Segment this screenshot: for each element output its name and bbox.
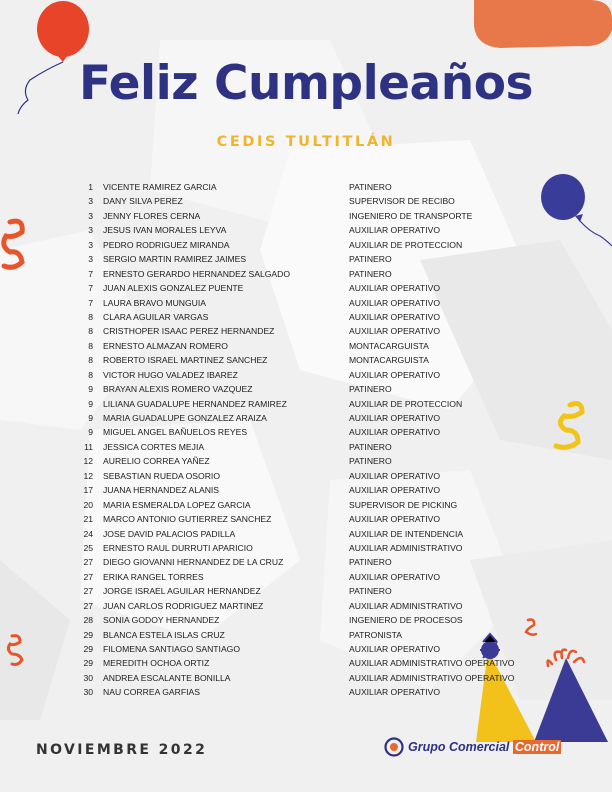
employee-role: AUXILIAR OPERATIVO [349, 369, 441, 380]
birthday-list [82, 180, 515, 700]
employee-name: SERGIO MARTIN RAMIREZ JAIMES [103, 254, 247, 265]
employee-name: VICENTE RAMIREZ GARCIA [103, 182, 217, 192]
logo-icon [384, 737, 404, 757]
list-item [82, 512, 502, 526]
employee-name: MIGUEL ANGEL BAÑUELOS REYES [103, 427, 248, 438]
employee-role: INGENIERO DE PROCESOS [349, 615, 463, 626]
employee-role: SUPERVISOR DE RECIBO [349, 196, 455, 207]
page-title: Feliz Cumpleaños [78, 56, 533, 111]
birthday-day: 25 [83, 542, 93, 553]
list-item [82, 353, 502, 367]
employee-name: ROBERTO ISRAEL MARTINEZ SANCHEZ [103, 355, 268, 366]
birthday-day: 9 [88, 427, 93, 438]
employee-name: ERNESTO GERARDO HERNANDEZ SALGADO [103, 268, 291, 279]
red-confetti-decoration [8, 636, 22, 665]
birthday-day: 9 [88, 398, 93, 409]
list-item [82, 310, 502, 324]
list-item [82, 440, 502, 454]
list-item [82, 584, 502, 598]
employee-role: MONTACARGUISTA [349, 340, 429, 351]
employee-role: AUXILIAR OPERATIVO [349, 470, 441, 481]
list-item [82, 267, 502, 281]
employee-name: SEBASTIAN RUEDA OSORIO [103, 470, 220, 481]
birthday-day: 24 [83, 528, 93, 539]
list-item [82, 454, 502, 468]
employee-role: PATINERO [349, 254, 392, 265]
month-label: NOVIEMBRE 2022 [36, 742, 208, 758]
list-item [82, 527, 502, 541]
employee-role: AUXILIAR OPERATIVO [349, 326, 441, 337]
employee-role: AUXILIAR OPERATIVO [349, 283, 441, 294]
list-item [82, 252, 502, 266]
list-item [82, 238, 502, 252]
employee-role: AUXILIAR DE PROTECCION [349, 239, 463, 250]
list-item [82, 685, 502, 699]
employee-name: ERIKA RANGEL TORRES [103, 571, 204, 582]
birthday-day: 11 [84, 441, 93, 452]
birthday-day: 8 [88, 369, 93, 380]
orange-confetti-decoration [4, 221, 23, 267]
employee-role: AUXILIAR ADMINISTRATIVO [349, 600, 463, 611]
birthday-day: 3 [88, 239, 93, 250]
employee-role: MONTACARGUISTA [349, 355, 429, 366]
employee-name: ERNESTO ALMAZAN ROMERO [103, 340, 228, 351]
list-item [82, 628, 502, 642]
yellow-confetti-decoration [556, 404, 582, 448]
employee-name: ANDREA ESCALANTE BONILLA [103, 672, 231, 683]
birthday-day: 7 [88, 283, 93, 294]
birthday-day: 8 [88, 340, 93, 351]
list-item [82, 397, 502, 411]
birthday-day: 12 [83, 456, 93, 467]
employee-role: AUXILIAR OPERATIVO [349, 427, 441, 438]
employee-name: ERNESTO RAUL DURRUTI APARICIO [103, 542, 253, 553]
birthday-day: 3 [88, 254, 93, 265]
birthday-day: 29 [83, 629, 93, 640]
employee-role: AUXILIAR OPERATIVO [349, 297, 441, 308]
birthday-day: 12 [83, 470, 93, 481]
small-confetti-decoration [526, 620, 536, 635]
list-item [82, 368, 502, 382]
employee-name: DIEGO GIOVANNI HERNANDEZ DE LA CRUZ [103, 557, 284, 568]
employee-name: BRAYAN ALEXIS ROMERO VAZQUEZ [103, 384, 253, 395]
employee-name: LAURA BRAVO MUNGUIA [103, 297, 206, 308]
list-item [82, 483, 502, 497]
employee-name: VICTOR HUGO VALADEZ IBAREZ [103, 369, 238, 380]
employee-role: PATRONISTA [349, 629, 402, 640]
employee-role: PATINERO [349, 384, 392, 395]
birthday-day: 3 [88, 225, 93, 236]
employee-name: JUAN ALEXIS GONZALEZ PUENTE [103, 283, 244, 294]
employee-name: CRISTHOPER ISAAC PEREZ HERNANDEZ [103, 326, 275, 337]
employee-name: BLANCA ESTELA ISLAS CRUZ [103, 629, 225, 640]
list-item [82, 656, 515, 670]
list-item [82, 613, 502, 627]
employee-name: JUAN CARLOS RODRIGUEZ MARTINEZ [103, 600, 264, 611]
birthday-day: 27 [83, 557, 93, 568]
list-item [82, 339, 502, 353]
location-subtitle: CEDIS TULTITLÁN [216, 134, 396, 150]
birthday-day: 30 [83, 687, 93, 698]
birthday-day: 8 [88, 355, 93, 366]
employee-name: MARIA GUADALUPE GONZALEZ ARAIZA [103, 413, 267, 423]
birthday-day: 8 [88, 326, 93, 337]
list-item [82, 570, 502, 584]
employee-name: AURELIO CORREA YAÑEZ [103, 456, 210, 467]
list-item [82, 411, 502, 425]
employee-name: JESUS IVAN MORALES LEYVA [103, 225, 227, 236]
list-item [82, 180, 502, 194]
list-item [82, 498, 502, 512]
employee-role: AUXILIAR ADMINISTRATIVO OPERATIVO [349, 672, 515, 683]
list-item [82, 671, 515, 685]
employee-name: DANY SILVA PEREZ [103, 196, 183, 207]
employee-name: NAU CORREA GARFIAS [103, 687, 200, 698]
employee-role: AUXILIAR OPERATIVO [349, 514, 441, 525]
employee-name: MARCO ANTONIO GUTIERREZ SANCHEZ [103, 514, 272, 525]
employee-name: MARIA ESMERALDA LOPEZ GARCIA [103, 499, 251, 510]
list-item [82, 382, 502, 396]
employee-name: JORGE ISRAEL AGUILAR HERNANDEZ [103, 586, 261, 597]
birthday-day: 8 [88, 311, 93, 322]
employee-role: AUXILIAR OPERATIVO [349, 413, 441, 423]
employee-name: CLARA AGUILAR VARGAS [103, 311, 209, 322]
employee-role: AUXILIAR OPERATIVO [349, 571, 441, 582]
employee-name: MEREDITH OCHOA ORTIZ [103, 658, 210, 669]
birthday-day: 17 [83, 485, 93, 496]
employee-role: AUXILIAR OPERATIVO [349, 644, 441, 654]
employee-role: AUXILIAR DE PROTECCION [349, 398, 463, 409]
employee-role: AUXILIAR OPERATIVO [349, 311, 441, 322]
employee-name: JESSICA CORTES MEJIA [103, 441, 205, 452]
logo-text-highlight: Control [514, 740, 560, 754]
birthday-day: 9 [88, 413, 93, 423]
list-item [82, 324, 502, 338]
birthday-day: 3 [88, 210, 93, 221]
birthday-day: 20 [83, 499, 93, 510]
list-item [82, 194, 502, 208]
birthday-day: 7 [88, 268, 93, 279]
logo-text [408, 740, 561, 754]
birthday-day: 27 [83, 571, 93, 582]
employee-role: INGENIERO DE TRANSPORTE [349, 210, 473, 221]
employee-role: PATINERO [349, 441, 392, 452]
employee-role: AUXILIAR ADMINISTRATIVO OPERATIVO [349, 658, 515, 669]
list-item [82, 281, 502, 295]
birthday-day: 29 [83, 644, 93, 654]
employee-name: FILOMENA SANTIAGO SANTIAGO [103, 644, 241, 654]
employee-name: JENNY FLORES CERNA [103, 210, 201, 221]
employee-role: SUPERVISOR DE PICKING [349, 499, 458, 510]
list-item [82, 541, 502, 555]
employee-role: PATINERO [349, 456, 392, 467]
employee-role: AUXILIAR OPERATIVO [349, 225, 441, 236]
employee-name: JOSE DAVID PALACIOS PADILLA [103, 528, 236, 539]
birthday-day: 27 [83, 600, 93, 611]
birthday-day: 7 [88, 297, 93, 308]
birthday-day: 29 [83, 658, 93, 669]
birthday-day: 28 [83, 615, 93, 626]
employee-role: PATINERO [349, 268, 392, 279]
employee-role: PATINERO [349, 586, 392, 597]
birthday-day: 3 [88, 196, 93, 207]
birthday-day: 9 [88, 384, 93, 395]
employee-name: SONIA GODOY HERNANDEZ [103, 615, 220, 626]
employee-role: AUXILIAR ADMINISTRATIVO [349, 542, 463, 553]
list-item [82, 209, 502, 223]
company-logo [384, 736, 574, 758]
employee-role: AUXILIAR DE INTENDENCIA [349, 528, 464, 539]
list-item [82, 599, 502, 613]
birthday-day: 1 [88, 182, 93, 192]
employee-role: AUXILIAR OPERATIVO [349, 687, 441, 698]
birthday-day: 21 [83, 514, 93, 525]
employee-role: PATINERO [349, 557, 392, 568]
birthday-day: 30 [83, 672, 93, 683]
list-item [82, 642, 502, 656]
list-item [82, 296, 502, 310]
orange-blob-decoration [474, 0, 612, 48]
employee-role: AUXILIAR OPERATIVO [349, 485, 441, 496]
employee-name: JUANA HERNANDEZ ALANIS [103, 485, 220, 496]
blue-balloon-decoration [541, 174, 612, 246]
logo-text-main: Grupo Comercial [408, 740, 513, 754]
birthday-day: 27 [83, 586, 93, 597]
list-item [82, 425, 502, 439]
employee-role: PATINERO [349, 182, 392, 192]
employee-name: PEDRO RODRIGUEZ MIRANDA [103, 239, 230, 250]
list-item [82, 469, 502, 483]
employee-name: LILIANA GUADALUPE HERNANDEZ RAMIREZ [103, 398, 287, 409]
list-item [82, 555, 502, 569]
list-item [82, 223, 502, 237]
